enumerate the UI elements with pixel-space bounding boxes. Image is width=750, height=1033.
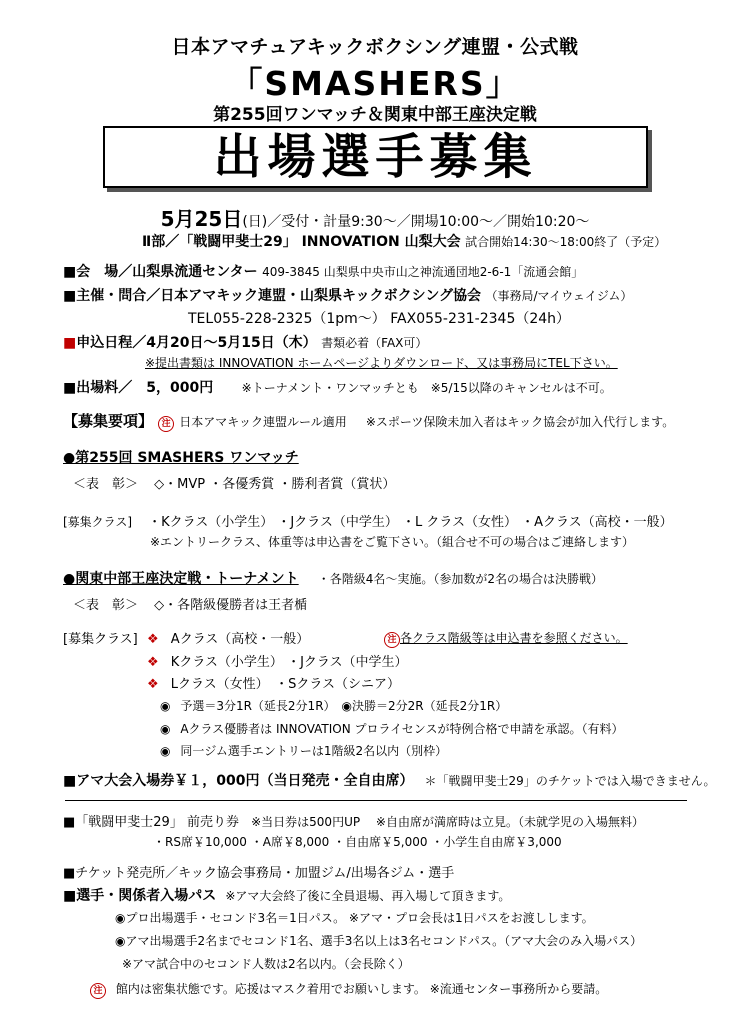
tournament-rule-gym — [160, 742, 447, 759]
diamond-icon: ❖ — [147, 677, 159, 692]
host-line — [63, 285, 632, 305]
tournament-awards: ◇・各階級優勝者は王者楯 — [154, 598, 308, 613]
onematch-entry-note: ※エントリークラス、体重等は申込書をご覧下さい。（組合せ不可の場合はご連絡します） — [150, 535, 635, 549]
ama-ticket-note: ＊「戦闘甲斐士29」のチケットでは入場できません。 — [424, 774, 716, 788]
organization-title: 日本アマチュアキックボクシング連盟・公式戦 — [171, 36, 579, 58]
event-date: 5月25日 — [160, 207, 243, 231]
application-mark: ■ — [63, 335, 77, 351]
note-icon: 注 — [384, 632, 400, 648]
venue-address: 409-3845 山梨県中央市山之神流通団地2-6-1「流通会館」 — [262, 265, 584, 279]
fee-note: ※トーナメント・ワンマッチとも ※5/15以降のキャンセルは不可。 — [241, 381, 612, 395]
fee-line — [63, 377, 612, 397]
event-subtitle: 第255回ワンマッチ＆関東中部王座決定戦 — [213, 105, 537, 125]
class-reference-note — [384, 629, 628, 648]
requirements-title: 【募集要項】 — [63, 412, 154, 430]
download-note: ※提出書類は INNOVATION ホームページよりダウンロード、又は事務局にTEL下さい。 — [145, 356, 618, 370]
notice-text: 館内は密集状態です。応援はマスク着用でお願いします。 ※流通センター事務所から要請。 — [115, 982, 608, 996]
tournament-rule-license — [160, 720, 623, 737]
presale-note: ※当日券は500円UP ※自由席が満席時は立見。（未就学児の入場無料） — [251, 815, 644, 829]
bullet-icon: ◉ — [160, 699, 171, 713]
insurance-note: ※スポーツ保険未加入者はキック協会が加入代行します。 — [365, 415, 675, 429]
diamond-icon: ❖ — [147, 632, 159, 647]
tournament-title: ●関東中部王座決定戦・トーナメント — [63, 571, 299, 587]
pass-note: ※アマ大会終了後に全員退場、再入場して頂きます。 — [225, 889, 511, 903]
class-label: [募集クラス] — [63, 515, 133, 529]
gym-text: 同一ジム選手エントリーは1階級2名以内（別枠） — [180, 744, 448, 758]
application-label: 申込日程／4月20日～5月15日（木） — [76, 335, 317, 351]
bullet-icon: ◉ — [160, 722, 171, 736]
pass-line — [63, 885, 510, 905]
class-a-text: Aクラス（高校・一般） — [170, 632, 310, 647]
part2-line — [142, 231, 666, 251]
pass-pro: ◉プロ出場選手・セコンド3名＝1日パス。 ※アマ・プロ会長は1日パスをお渡しします。 — [115, 911, 594, 925]
divider — [65, 800, 687, 801]
pass-second-limit: ※アマ試合中のセコンド人数は2名以内。（会長除く） — [122, 957, 410, 971]
class-kj-text: Kクラス（小学生） ・Jクラス（中学生） — [170, 655, 408, 670]
part2-title: Ⅱ部／「戦闘甲斐士29」 INNOVATION 山梨大会 — [142, 234, 461, 250]
diamond-icon: ❖ — [147, 655, 159, 670]
presale-label: ■「戦闘甲斐士29」 前売り券 — [63, 815, 239, 830]
bullet-icon: ◉ — [160, 744, 171, 758]
requirements-line — [63, 410, 674, 432]
award-label: ＜表 彰＞ — [73, 598, 139, 613]
tournament-line — [63, 568, 603, 588]
tournament-rule-rounds — [160, 697, 507, 714]
venue-label: ■会 場／山梨県流通センター — [63, 264, 258, 280]
application-note: 書類必着（FAX可） — [321, 336, 428, 350]
presale-line — [63, 811, 644, 830]
pass-label: ■選手・関係者入場パス — [63, 888, 217, 904]
tournament-class-ls — [147, 673, 400, 692]
tournament-awards-line — [73, 594, 307, 613]
ama-ticket: ■アマ大会入場券￥１，000円（当日発売・全自由席） — [63, 773, 414, 789]
event-times: ／受付・計量9:30～／開場10:00～／開始10:20～ — [267, 214, 590, 230]
ama-ticket-line — [63, 770, 715, 790]
rounds-text: 予選＝3分1R（延長2分1R） ◉決勝＝2分2R（延長2分1R） — [180, 699, 508, 713]
onematch-classes-line — [63, 511, 673, 530]
fee-label: ■出場料／ 5，000円 — [63, 380, 214, 396]
recruitment-banner: 出場選手募集 — [103, 126, 648, 188]
application-line — [63, 332, 427, 352]
contact-tel-fax: TEL055-228-2325（1pm～） FAX055-231-2345（24h） — [188, 311, 571, 327]
tournament-class-kj — [147, 651, 408, 670]
part2-time: 試合開始14:30～18:00終了（予定） — [465, 235, 667, 249]
event-name: 「SMASHERS」 — [229, 64, 521, 103]
pass-ama: ◉アマ出場選手2名までセコンド1名、選手3名以上は3名セコンドパス。（アマ大会のみ入場パス） — [115, 934, 643, 948]
tournament-note: ・各階級4名～実施。（参加数が2名の場合は決勝戦） — [317, 572, 604, 586]
onematch-title: ●第255回 SMASHERS ワンマッチ — [63, 450, 299, 466]
host-office: （事務局/マイウェイジム） — [485, 289, 633, 303]
tournament-class-a — [147, 628, 309, 647]
venue-notice — [90, 980, 607, 999]
venue-line — [63, 261, 583, 281]
class-reference-text: 各クラス階級等は申込書を参照ください。 — [400, 631, 628, 645]
onematch-awards-line — [73, 473, 395, 492]
note-icon: 注 — [158, 416, 174, 432]
event-date-line — [0, 203, 750, 232]
ticket-outlets: ■チケット発売所／キック協会事務局・加盟ジム/出場各ジム・選手 — [63, 866, 455, 881]
note-icon: 注 — [90, 983, 106, 999]
tournament-class-label: [募集クラス] — [63, 632, 138, 647]
host-label: ■主催・問合／日本アマキック連盟・山梨県キックボクシング協会 — [63, 288, 482, 304]
award-label: ＜表 彰＞ — [73, 477, 139, 492]
class-ls-text: Lクラス（女性） ・Sクラス（シニア） — [170, 677, 401, 692]
onematch-classes: ・Kクラス（小学生） ・Jクラス（中学生） ・L クラス（女性） ・Aクラス（高校・一般） — [148, 515, 673, 530]
rule-text: 日本アマキック連盟ルール適用 — [179, 415, 347, 429]
event-day: (日) — [242, 214, 268, 230]
license-text: Aクラス優勝者は INNOVATION プロライセンスが特例合格で申請を承認。（有料） — [180, 722, 624, 736]
onematch-awards: ◇・MVP ・各優秀賞 ・勝利者賞（賞状） — [154, 477, 396, 492]
ticket-prices: ・RS席￥10,000 ・A席￥8,000 ・自由席￥5,000 ・小学生自由席￥3,000 — [153, 835, 562, 849]
